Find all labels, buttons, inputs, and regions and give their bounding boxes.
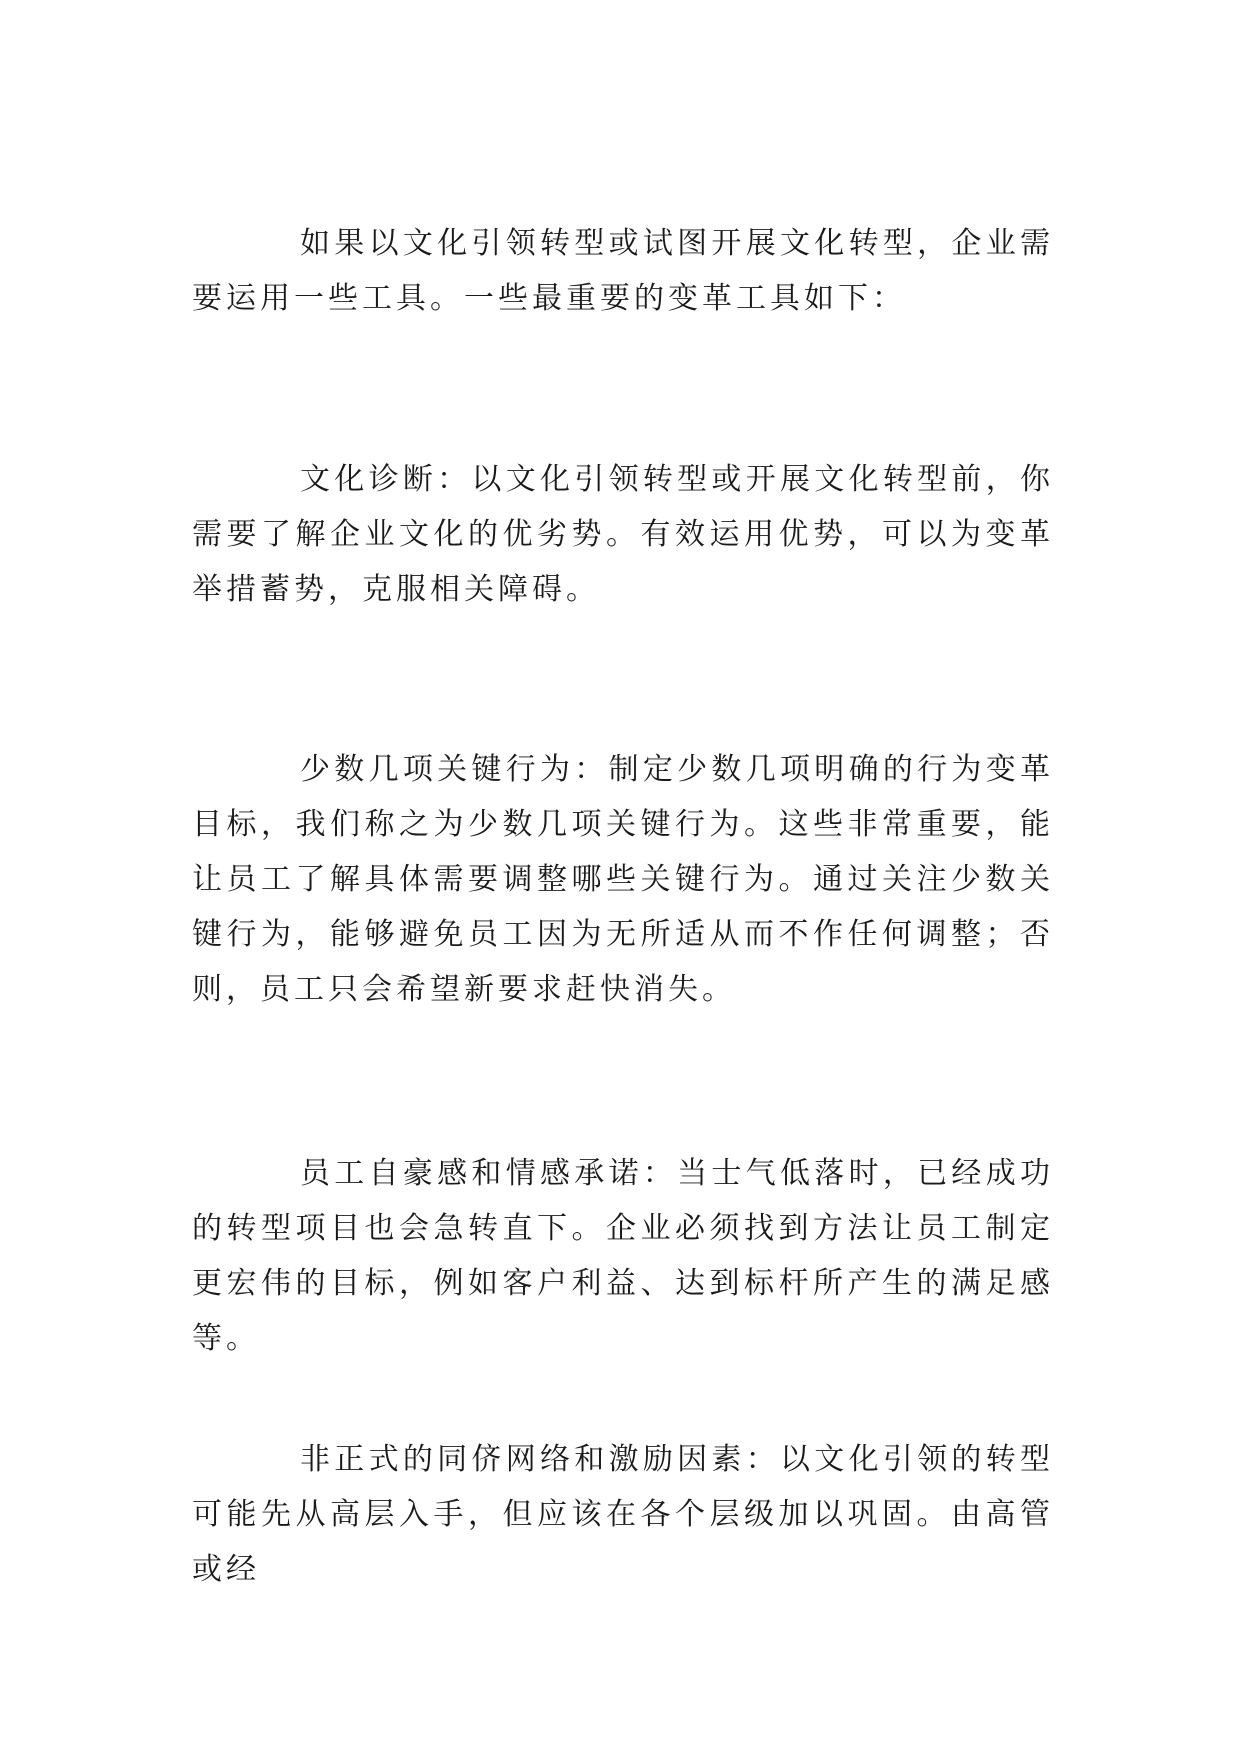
paragraph-employee-pride: 员工自豪感和情感承诺：当士气低落时，已经成功的转型项目也会急转直下。企业必须找到方法让员工制定更宏伟的目标，例如客户利益、达到标杆所产生的满足感等。: [192, 1156, 1054, 1356]
paragraph-informal-networks: 非正式的同侪网络和激励因素：以文化引领的转型可能先从高层入手，但应该在各个层级加以巩固。由高管或经: [192, 1442, 1054, 1587]
paragraph-critical-few-behaviors: 少数几项关键行为：制定少数几项明确的行为变革目标，我们称之为少数几项关键行为。这些非常重要，能让员工了解具体需要调整哪些关键行为。通过关注少数关键行为，能够避免员工因为无所适从而不作任何调整；否则，员工只会希望新要求赶快消失。: [192, 752, 1054, 1007]
paragraph-intro: 如果以文化引领转型或试图开展文化转型，企业需要运用一些工具。一些最重要的变革工具如下：: [192, 226, 1054, 316]
paragraph-culture-diagnosis: 文化诊断：以文化引领转型或开展文化转型前，你需要了解企业文化的优劣势。有效运用优势，可以为变革举措蓄势，克服相关障碍。: [192, 462, 1054, 607]
